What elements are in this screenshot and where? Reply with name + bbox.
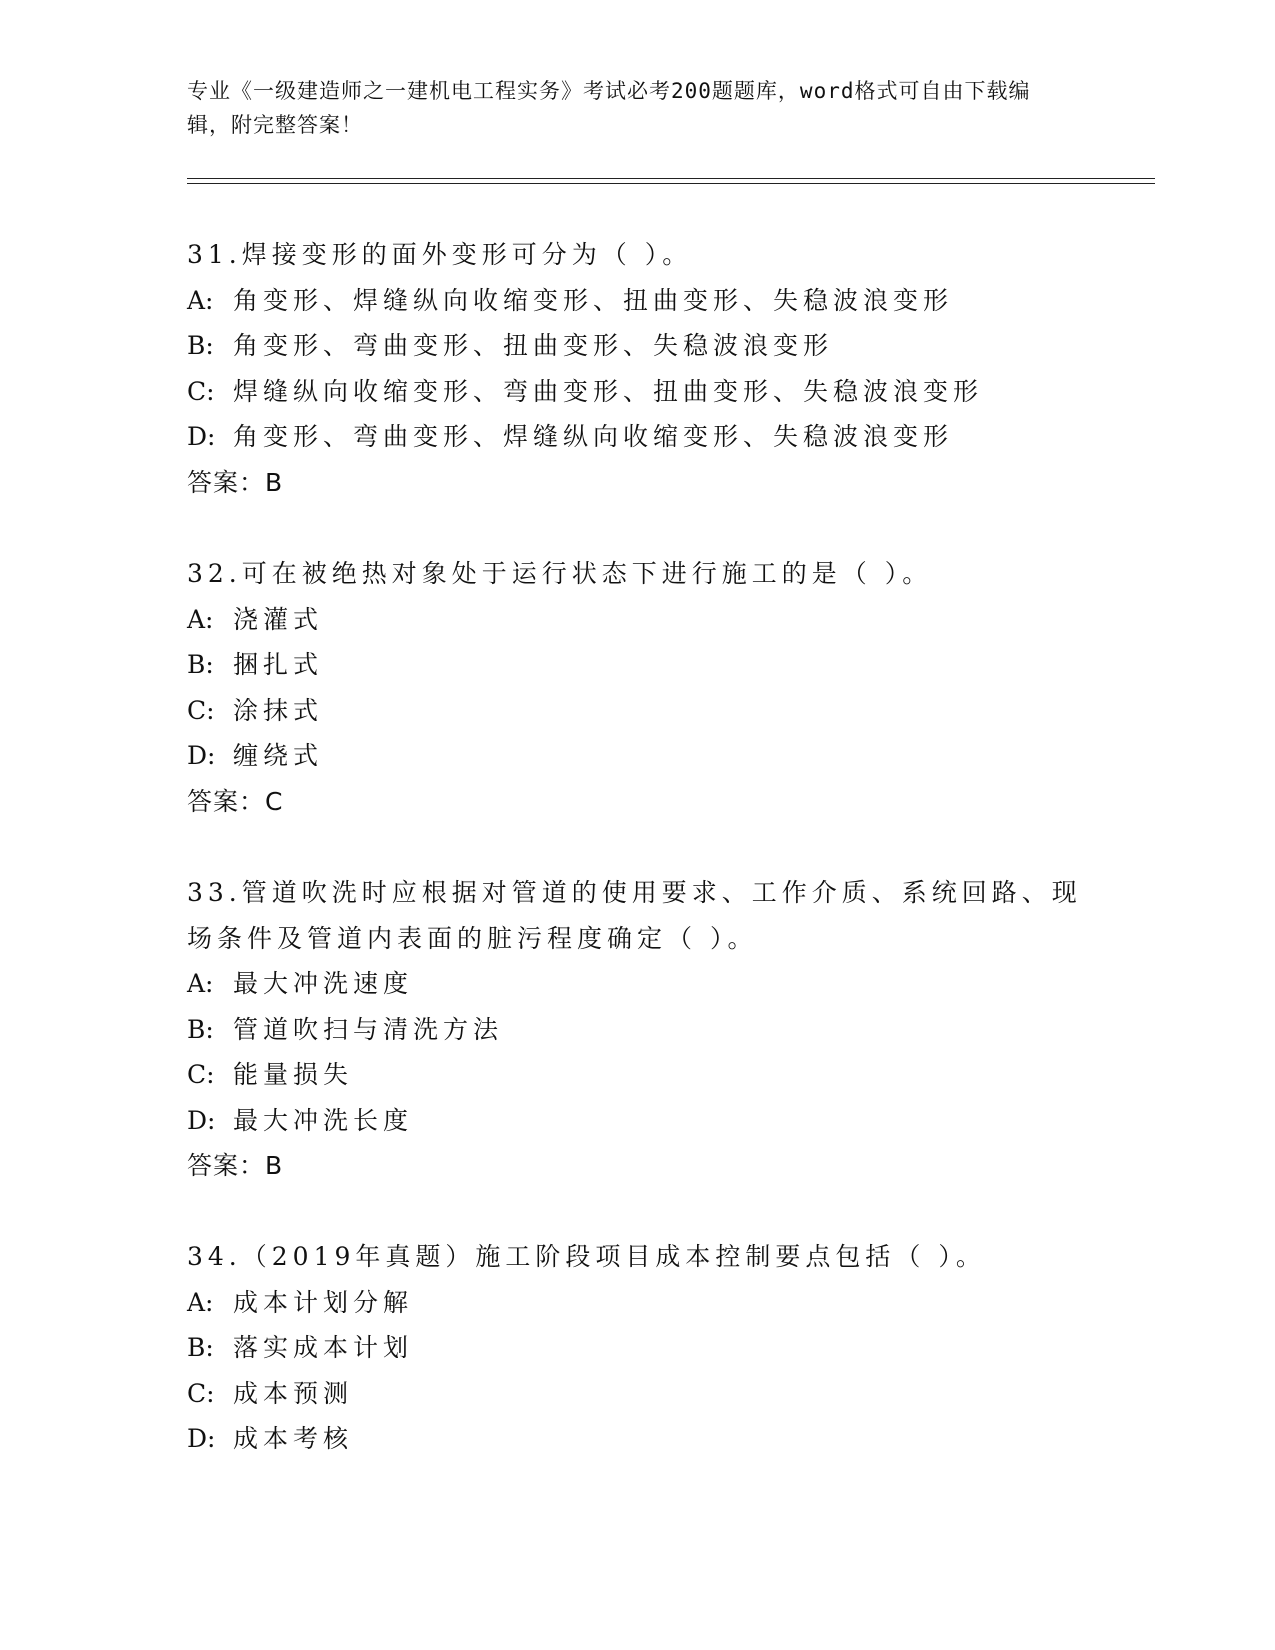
option-key: A: — [187, 285, 214, 315]
question-stem: 33.管道吹洗时应根据对管道的使用要求、工作介质、系统回路、现场条件及管道内表面的脏污程度确定（ ）。 — [187, 878, 1082, 953]
answer-line: 答案：B — [187, 467, 284, 497]
option-d — [187, 1416, 1087, 1462]
option-key: A: — [187, 1287, 214, 1317]
question-33 — [187, 870, 1087, 1189]
option-key: B: — [187, 331, 214, 360]
option-c — [187, 1052, 1087, 1098]
option-a — [187, 961, 1087, 1007]
option-key: A: — [187, 604, 214, 634]
option-key: C: — [187, 695, 215, 725]
option-b — [187, 323, 1087, 369]
option-d — [187, 414, 1087, 460]
option-text: 缠绕式 — [233, 741, 324, 770]
option-key: C: — [187, 1378, 215, 1408]
option-key: B: — [187, 1014, 214, 1044]
option-text: 焊缝纵向收缩变形、弯曲变形、扭曲变形、失稳波浪变形 — [233, 376, 984, 406]
option-text: 角变形、弯曲变形、焊缝纵向收缩变形、失稳波浪变形 — [233, 422, 954, 451]
question-32 — [187, 551, 1087, 824]
header-divider-top — [187, 178, 1155, 179]
option-c — [187, 1371, 1087, 1417]
option-b — [187, 1325, 1087, 1371]
question-31 — [187, 232, 1087, 505]
answer-line: 答案：B — [187, 1151, 284, 1180]
option-text: 浇灌式 — [233, 604, 324, 634]
option-key: C: — [187, 1060, 215, 1089]
option-a — [187, 597, 1087, 643]
option-key: D: — [187, 422, 216, 451]
document-header: 专业《一级建造师之一建机电工程实务》考试必考200题题库，word格式可自由下载编辑，附完整答案！ — [187, 79, 1031, 137]
question-stem: 31.焊接变形的面外变形可分为（ ）。 — [187, 240, 693, 269]
option-text: 成本预测 — [233, 1378, 354, 1408]
question-34 — [187, 1234, 1087, 1462]
question-stem: 32.可在被绝热对象处于运行状态下进行施工的是（ ）。 — [187, 559, 933, 588]
option-a — [187, 1280, 1087, 1326]
option-text: 最大冲洗长度 — [233, 1105, 414, 1135]
option-key: C: — [187, 376, 215, 406]
answer-line: 答案：C — [187, 786, 284, 816]
header-divider-bottom — [187, 183, 1155, 184]
option-text: 角变形、弯曲变形、扭曲变形、失稳波浪变形 — [233, 331, 834, 360]
option-d — [187, 1098, 1087, 1144]
option-key: B: — [187, 1333, 214, 1362]
option-text: 涂抹式 — [233, 695, 324, 725]
option-text: 捆扎式 — [233, 650, 324, 679]
question-stem: 34.（2019年真题）施工阶段项目成本控制要点包括（ ）。 — [187, 1242, 986, 1271]
option-text: 成本计划分解 — [233, 1287, 414, 1317]
option-b — [187, 1007, 1087, 1053]
option-key: A: — [187, 969, 214, 998]
option-key: D: — [187, 1105, 216, 1135]
option-text: 管道吹扫与清洗方法 — [233, 1014, 504, 1044]
option-text: 落实成本计划 — [233, 1333, 414, 1362]
option-key: B: — [187, 650, 214, 679]
option-a — [187, 278, 1087, 324]
option-c — [187, 369, 1087, 415]
option-key: D: — [187, 1424, 216, 1453]
option-b — [187, 642, 1087, 688]
option-c — [187, 688, 1087, 734]
option-d — [187, 733, 1087, 779]
option-text: 最大冲洗速度 — [233, 969, 414, 998]
option-key: D: — [187, 741, 216, 770]
option-text: 能量损失 — [233, 1060, 354, 1089]
option-text: 角变形、焊缝纵向收缩变形、扭曲变形、失稳波浪变形 — [233, 285, 954, 315]
option-text: 成本考核 — [233, 1424, 354, 1453]
